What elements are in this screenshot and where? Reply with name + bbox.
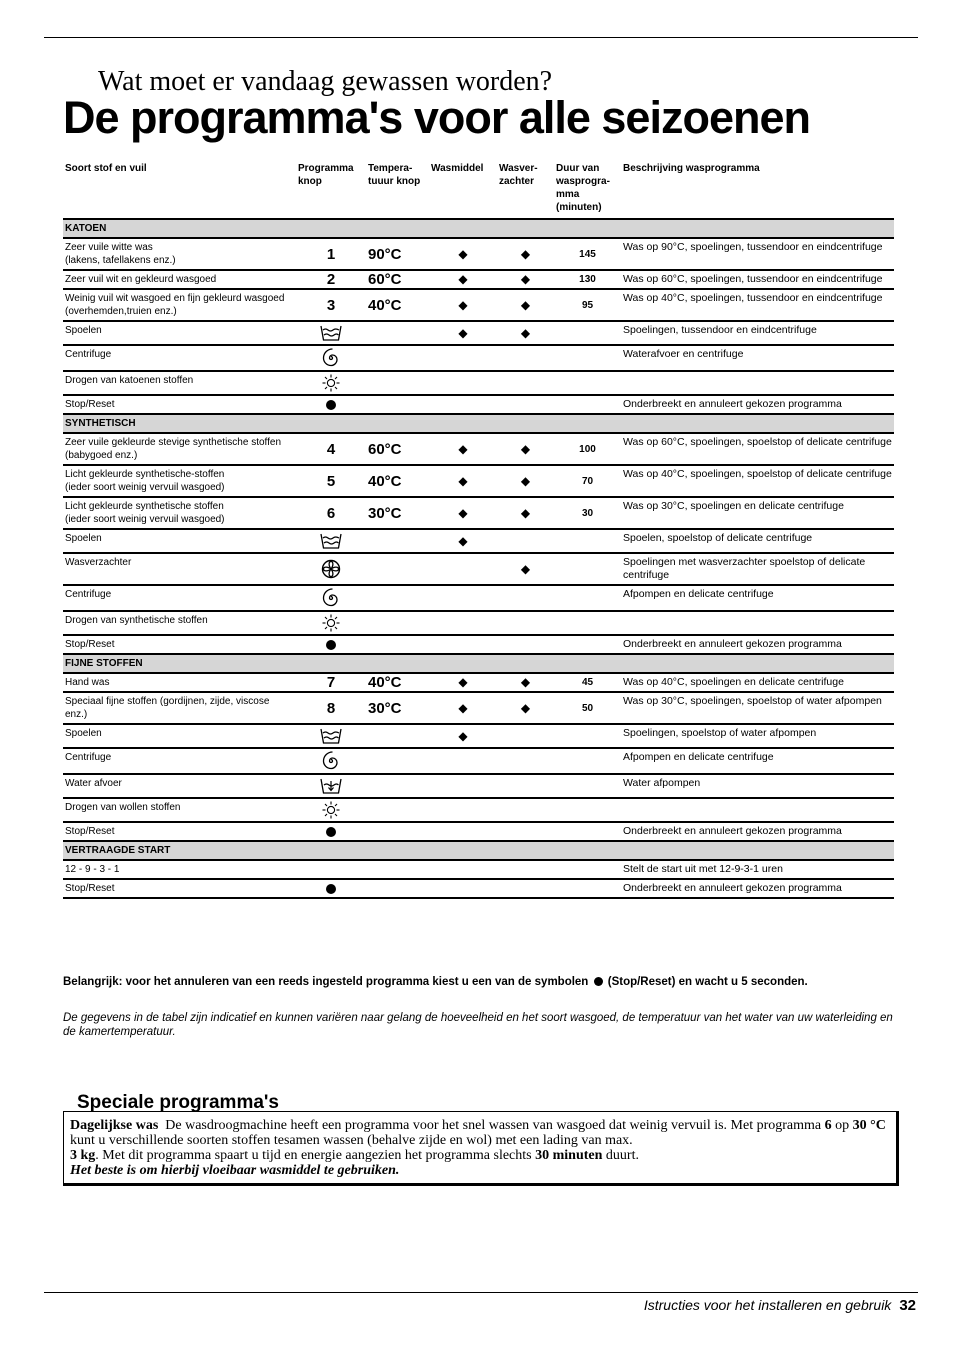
table-row — [63, 497, 894, 529]
special-temperature: 30 °C — [852, 1118, 886, 1133]
temperature: 40°C — [366, 673, 429, 692]
fabric-type: Drogen van katoenen stoffen — [63, 371, 296, 395]
softener-mark — [497, 270, 554, 289]
softener-mark — [497, 673, 554, 692]
softener-mark — [497, 748, 554, 774]
diamond-icon: ◆ — [458, 505, 468, 520]
softener-mark — [497, 860, 554, 879]
duration — [554, 371, 621, 395]
program-description — [621, 611, 894, 635]
duration — [554, 774, 621, 798]
softener-mark — [497, 692, 554, 724]
diamond-icon: ◆ — [458, 272, 468, 286]
program-description: Onderbreekt en annuleert gekozen programma — [621, 822, 894, 841]
special-program-number: 6 — [824, 1118, 832, 1133]
duration: 145 — [554, 238, 621, 270]
table-row — [63, 860, 894, 879]
table-body — [63, 219, 894, 898]
stop-icon — [326, 396, 336, 413]
section-vertraagde-start — [63, 841, 894, 860]
program-description: Was op 40°C, spoelingen, tussendoor en eindcentrifuge — [621, 289, 894, 321]
program-description: Stelt de start uit met 12-9-3-1 uren — [621, 860, 894, 879]
softener-mark — [497, 585, 554, 611]
program-description: Water afpompen — [621, 774, 894, 798]
table-row — [63, 673, 894, 692]
diamond-icon: ◆ — [520, 441, 531, 456]
disclaimer-note: De gegevens in de tabel zijn indicatief en kunnen variëren naar gelang de hoeveelheid en het soort wasgoed, de temperatuur van het water van uw waterleiding en de kamertemperatuur. — [63, 1012, 893, 1038]
fabric-type: Centrifuge — [63, 585, 296, 611]
temperature — [366, 611, 429, 635]
special-text: kunt u verschillende soorten stoffen tesamen wassen (behalve zijde en wol) met een lading van max. — [70, 1133, 633, 1148]
program-symbol — [296, 635, 366, 654]
temperature — [366, 529, 429, 553]
special-duration: 30 minuten — [535, 1148, 603, 1163]
detergent-mark — [429, 692, 497, 724]
detergent-mark — [429, 585, 497, 611]
program-description — [621, 371, 894, 395]
temperature — [366, 748, 429, 774]
diamond-icon: ◆ — [520, 675, 531, 689]
program-description — [621, 798, 894, 822]
spin-icon — [321, 349, 341, 366]
softener-mark — [497, 529, 554, 553]
fabric-type: Licht gekleurde synthetische-stoffen (ieder soort weinig vervuil wasgoed) — [63, 465, 296, 497]
diamond-icon: ◆ — [520, 325, 531, 340]
softener-mark — [497, 433, 554, 465]
detergent-mark — [429, 270, 497, 289]
program-symbol — [296, 553, 366, 585]
header-knop: Programma knop — [296, 160, 366, 219]
rinse-icon — [320, 324, 342, 341]
fabric-type: Stop/Reset — [63, 879, 296, 898]
diamond-icon: ◆ — [520, 272, 531, 286]
fabric-type: Stop/Reset — [63, 635, 296, 654]
diamond-icon: ◆ — [458, 246, 468, 261]
diamond-icon: ◆ — [520, 505, 531, 520]
detergent-mark — [429, 553, 497, 585]
detergent-mark — [429, 395, 497, 414]
program-symbol — [296, 798, 366, 822]
temperature: 40°C — [366, 289, 429, 321]
temperature — [366, 371, 429, 395]
softener-icon — [321, 560, 341, 577]
detergent-mark — [429, 371, 497, 395]
program-knob: 1 — [296, 238, 366, 270]
program-description: Was op 60°C, spoelingen, tussendoor en eindcentrifuge — [621, 270, 894, 289]
page-title: De programma's voor alle seizoenen — [63, 92, 810, 143]
special-text: duurt. — [605, 1148, 639, 1163]
detergent-mark — [429, 860, 497, 879]
table-row — [63, 270, 894, 289]
table-row — [63, 238, 894, 270]
program-description: Afpompen en delicate centrifuge — [621, 585, 894, 611]
special-programs-title: Speciale programma's — [77, 1092, 279, 1113]
program-description: Waterafvoer en centrifuge — [621, 345, 894, 371]
fabric-type: Spoelen — [63, 529, 296, 553]
page-subtitle: Wat moet er vandaag gewassen worden? — [98, 66, 553, 97]
special-text: op — [835, 1118, 850, 1133]
softener-mark — [497, 465, 554, 497]
duration — [554, 748, 621, 774]
dry-icon — [322, 614, 340, 631]
important-text-end: (Stop/Reset) en wacht u 5 seconden. — [607, 976, 808, 988]
program-knob: 3 — [296, 289, 366, 321]
table-row — [63, 692, 894, 724]
diamond-icon: ◆ — [520, 297, 531, 312]
fabric-type: Wasverzachter — [63, 553, 296, 585]
program-description: Was op 90°C, spoelingen, tussendoor en eindcentrifuge — [621, 238, 894, 270]
stop-icon — [326, 823, 336, 840]
special-load: 3 kg — [70, 1148, 96, 1163]
detergent-mark — [429, 321, 497, 345]
program-symbol — [296, 395, 366, 414]
fabric-type: Zeer vuile witte was (lakens, tafellakens enz.) — [63, 238, 296, 270]
program-knob — [296, 860, 366, 879]
fabric-type: Drogen van wollen stoffen — [63, 798, 296, 822]
program-knob: 8 — [296, 692, 366, 724]
page-footer — [644, 1297, 916, 1314]
stop-icon — [326, 636, 336, 653]
header-wasverzachter: Wasver- zachter — [497, 160, 554, 219]
temperature — [366, 822, 429, 841]
temperature — [366, 395, 429, 414]
diamond-icon: ◆ — [520, 473, 531, 488]
table-row — [63, 724, 894, 748]
detergent-mark — [429, 433, 497, 465]
top-rule — [44, 37, 918, 38]
table-row — [63, 798, 894, 822]
program-knob: 6 — [296, 497, 366, 529]
program-symbol — [296, 345, 366, 371]
duration — [554, 724, 621, 748]
diamond-icon: ◆ — [458, 728, 468, 743]
softener-mark — [497, 774, 554, 798]
softener-mark — [497, 289, 554, 321]
detergent-mark — [429, 238, 497, 270]
program-symbol — [296, 774, 366, 798]
diamond-icon: ◆ — [458, 700, 468, 715]
drain-icon — [320, 777, 342, 794]
spin-icon — [321, 752, 341, 769]
softener-mark — [497, 371, 554, 395]
detergent-mark — [429, 879, 497, 898]
header-beschrijving: Beschrijving wasprogramma — [621, 160, 894, 219]
special-tip: Het beste is om hierbij vloeibaar wasmiddel te gebruiken. — [70, 1163, 400, 1178]
softener-mark — [497, 497, 554, 529]
bottom-rule — [44, 1292, 918, 1293]
duration — [554, 395, 621, 414]
temperature: 90°C — [366, 238, 429, 270]
temperature: 60°C — [366, 433, 429, 465]
table-row — [63, 395, 894, 414]
diamond-icon: ◆ — [520, 246, 531, 261]
page-number: 32 — [899, 1297, 916, 1314]
temperature — [366, 553, 429, 585]
duration: 45 — [554, 673, 621, 692]
duration — [554, 529, 621, 553]
duration: 100 — [554, 433, 621, 465]
softener-mark — [497, 822, 554, 841]
program-description: Onderbreekt en annuleert gekozen programma — [621, 395, 894, 414]
duration — [554, 321, 621, 345]
section-heading: VERTRAAGDE START — [63, 841, 894, 860]
duration — [554, 879, 621, 898]
table-row — [63, 879, 894, 898]
table-row — [63, 585, 894, 611]
special-label: Dagelijkse was — [70, 1118, 159, 1133]
diamond-icon: ◆ — [458, 675, 468, 689]
header-soort: Soort stof en vuil — [63, 160, 296, 219]
program-description: Spoelingen met wasverzachter spoelstop of delicate centrifuge — [621, 553, 894, 585]
detergent-mark — [429, 635, 497, 654]
program-symbol — [296, 748, 366, 774]
header-temp: Tempera- tuuur knop — [366, 160, 429, 219]
table-header-row — [63, 160, 894, 219]
program-table — [63, 160, 894, 899]
program-description: Onderbreekt en annuleert gekozen programma — [621, 635, 894, 654]
detergent-mark — [429, 611, 497, 635]
duration: 130 — [554, 270, 621, 289]
important-note — [63, 976, 808, 988]
fabric-type: Spoelen — [63, 724, 296, 748]
program-description: Was op 60°C, spoelingen, spoelstop of delicate centrifuge — [621, 433, 894, 465]
diamond-icon: ◆ — [520, 700, 531, 715]
program-description: Was op 30°C, spoelingen, spoelstop of water afpompen — [621, 692, 894, 724]
temperature: 60°C — [366, 270, 429, 289]
table-row — [63, 433, 894, 465]
fabric-type: Centrifuge — [63, 345, 296, 371]
section-heading: SYNTHETISCH — [63, 414, 894, 433]
softener-mark — [497, 611, 554, 635]
temperature — [366, 585, 429, 611]
section-katoen — [63, 219, 894, 238]
table-row — [63, 635, 894, 654]
program-knob: 5 — [296, 465, 366, 497]
diamond-icon: ◆ — [520, 561, 531, 576]
fabric-type: Weinig vuil wit wasgoed en fijn gekleurd wasgoed (overhemden,truien enz.) — [63, 289, 296, 321]
softener-mark — [497, 321, 554, 345]
program-symbol — [296, 321, 366, 345]
duration — [554, 553, 621, 585]
table-row — [63, 465, 894, 497]
footer-text: Istructies voor het installeren en gebruik — [643, 1297, 892, 1313]
fabric-type: Drogen van synthetische stoffen — [63, 611, 296, 635]
detergent-mark — [429, 673, 497, 692]
section-heading: FIJNE STOFFEN — [63, 654, 894, 673]
dry-icon — [322, 801, 340, 818]
temperature: 40°C — [366, 465, 429, 497]
detergent-mark — [429, 529, 497, 553]
program-symbol — [296, 529, 366, 553]
table-row — [63, 289, 894, 321]
program-description: Afpompen en delicate centrifuge — [621, 748, 894, 774]
rinse-icon — [320, 727, 342, 744]
detergent-mark — [429, 289, 497, 321]
duration — [554, 798, 621, 822]
duration — [554, 345, 621, 371]
table-row — [63, 529, 894, 553]
header-duur: Duur van wasprogra- mma (minuten) — [554, 160, 621, 219]
table-row — [63, 822, 894, 841]
detergent-mark — [429, 345, 497, 371]
table-row — [63, 774, 894, 798]
softener-mark — [497, 345, 554, 371]
fabric-type: Centrifuge — [63, 748, 296, 774]
program-description: Was op 40°C, spoelingen, spoelstop of delicate centrifuge — [621, 465, 894, 497]
important-text: Belangrijk: voor het annuleren van een reeds ingesteld programma kiest u een van de symbolen — [63, 976, 589, 988]
softener-mark — [497, 238, 554, 270]
duration: 30 — [554, 497, 621, 529]
header-wasmiddel: Wasmiddel — [429, 160, 497, 219]
table-row — [63, 748, 894, 774]
softener-mark — [497, 879, 554, 898]
softener-mark — [497, 798, 554, 822]
program-symbol — [296, 611, 366, 635]
program-symbol — [296, 371, 366, 395]
table-row — [63, 371, 894, 395]
program-description: Onderbreekt en annuleert gekozen programma — [621, 879, 894, 898]
detergent-mark — [429, 774, 497, 798]
softener-mark — [497, 395, 554, 414]
temperature — [366, 774, 429, 798]
section-synthetisch — [63, 414, 894, 433]
detergent-mark — [429, 822, 497, 841]
duration — [554, 585, 621, 611]
fabric-type: Stop/Reset — [63, 395, 296, 414]
program-knob: 2 — [296, 270, 366, 289]
duration — [554, 635, 621, 654]
temperature: 30°C — [366, 692, 429, 724]
softener-mark — [497, 724, 554, 748]
program-description: Was op 30°C, spoelingen en delicate centrifuge — [621, 497, 894, 529]
stop-icon — [326, 880, 336, 897]
special-programs-box — [63, 1111, 899, 1186]
diamond-icon: ◆ — [458, 473, 468, 488]
fabric-type: Hand was — [63, 673, 296, 692]
diamond-icon: ◆ — [458, 297, 468, 312]
detergent-mark — [429, 724, 497, 748]
temperature — [366, 724, 429, 748]
fabric-type: Zeer vuile gekleurde stevige synthetische stoffen (babygoed enz.) — [63, 433, 296, 465]
table-row — [63, 321, 894, 345]
section-fijne-stoffen — [63, 654, 894, 673]
detergent-mark — [429, 465, 497, 497]
stop-icon — [594, 977, 603, 986]
rinse-icon — [320, 532, 342, 549]
duration — [554, 611, 621, 635]
program-knob: 7 — [296, 673, 366, 692]
program-knob: 4 — [296, 433, 366, 465]
duration: 50 — [554, 692, 621, 724]
detergent-mark — [429, 798, 497, 822]
special-text: . Met dit programma spaart u tijd en energie aangezien het programma slechts — [95, 1148, 532, 1163]
temperature — [366, 798, 429, 822]
program-description: Spoelen, spoelstop of delicate centrifuge — [621, 529, 894, 553]
program-symbol — [296, 585, 366, 611]
program-symbol — [296, 724, 366, 748]
duration: 95 — [554, 289, 621, 321]
detergent-mark — [429, 497, 497, 529]
softener-mark — [497, 553, 554, 585]
fabric-type: Zeer vuil wit en gekleurd wasgoed — [63, 270, 296, 289]
table-row — [63, 611, 894, 635]
diamond-icon: ◆ — [458, 325, 468, 340]
program-symbol — [296, 822, 366, 841]
diamond-icon: ◆ — [458, 533, 468, 548]
temperature: 30°C — [366, 497, 429, 529]
fabric-type: Licht gekleurde synthetische stoffen (ieder soort weinig vervuil wasgoed) — [63, 497, 296, 529]
duration — [554, 860, 621, 879]
detergent-mark — [429, 748, 497, 774]
fabric-type: Water afvoer — [63, 774, 296, 798]
softener-mark — [497, 635, 554, 654]
duration: 70 — [554, 465, 621, 497]
program-description: Was op 40°C, spoelingen en delicate centrifuge — [621, 673, 894, 692]
temperature — [366, 860, 429, 879]
program-symbol — [296, 879, 366, 898]
temperature — [366, 635, 429, 654]
program-description: Spoelingen, tussendoor en eindcentrifuge — [621, 321, 894, 345]
temperature — [366, 345, 429, 371]
program-description: Spoelingen, spoelstop of water afpompen — [621, 724, 894, 748]
table-row — [63, 553, 894, 585]
fabric-type: Speciaal fijne stoffen (gordijnen, zijde, viscose enz.) — [63, 692, 296, 724]
dry-icon — [322, 374, 340, 391]
fabric-type: Spoelen — [63, 321, 296, 345]
temperature — [366, 879, 429, 898]
spin-icon — [321, 589, 341, 606]
fabric-type: Stop/Reset — [63, 822, 296, 841]
diamond-icon: ◆ — [458, 441, 468, 456]
table-row — [63, 345, 894, 371]
temperature — [366, 321, 429, 345]
special-text: De wasdroogmachine heeft een programma voor het snel wassen van wasgoed dat weinig vervuil is. Met programma — [165, 1118, 822, 1133]
fabric-type: 12 - 9 - 3 - 1 — [63, 860, 296, 879]
duration — [554, 822, 621, 841]
section-heading: KATOEN — [63, 219, 894, 238]
